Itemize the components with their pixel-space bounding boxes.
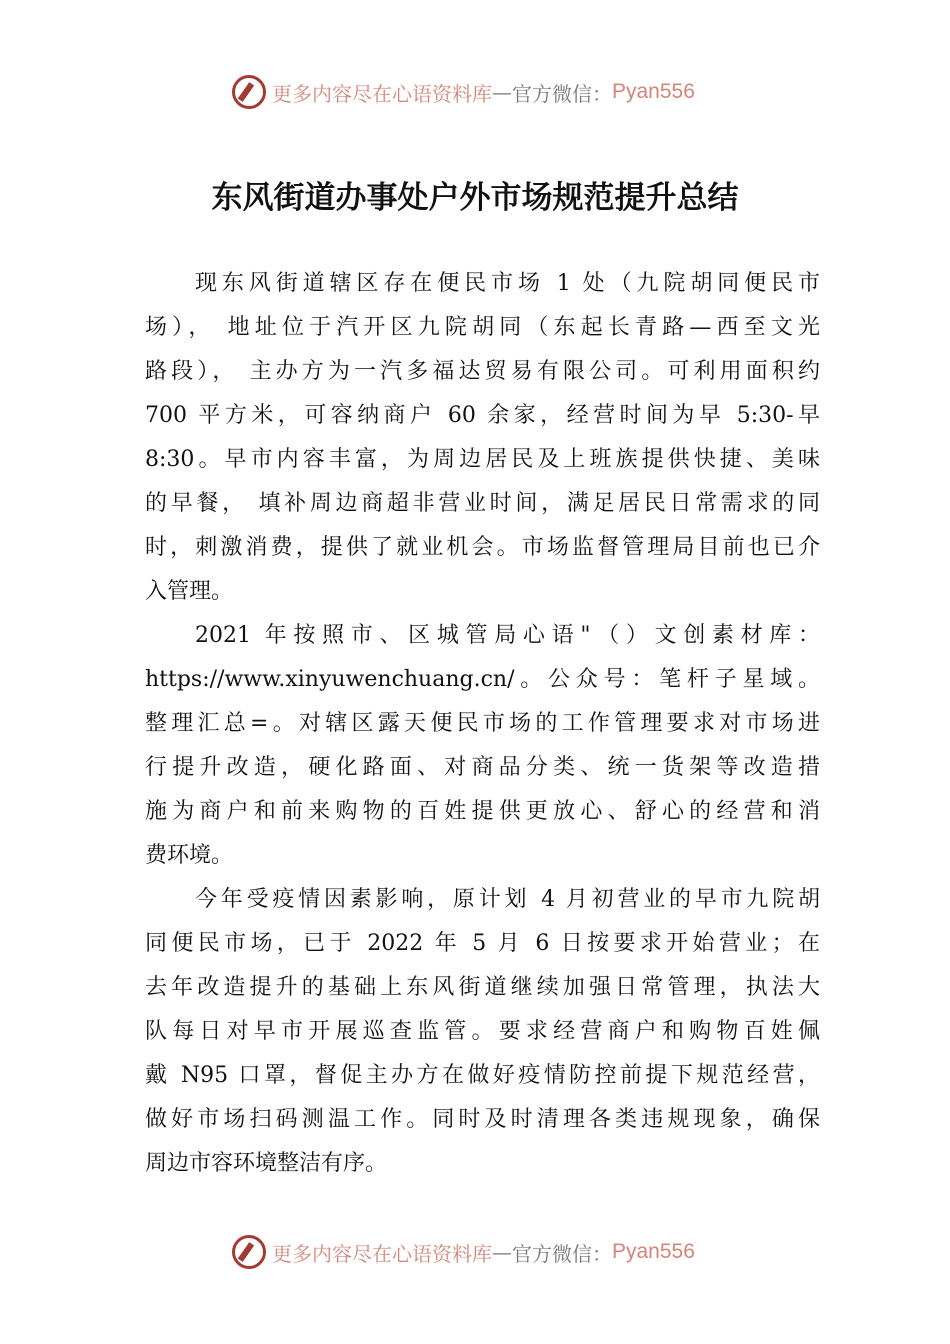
text-line: 整理汇总=。对辖区露天便民市场的工作管理要求对市场进 bbox=[145, 711, 820, 736]
text-line: 8:30。早市内容丰富，为周边居民及上班族提供快捷、美味 bbox=[145, 447, 820, 472]
text-line: 队每日对早市开展巡查监管。要求经营商户和购物百姓佩 bbox=[145, 1019, 820, 1044]
text-line: 场）， 地址位于汽开区九院胡同（东起长青路—西至文光 bbox=[145, 315, 820, 340]
text-line: 700 平方米，可容纳商户 60 余家，经营时间为早 5:30-早 bbox=[145, 403, 820, 428]
document-title: 东风街道办事处户外市场规范提升总结 bbox=[211, 180, 739, 216]
header-watermark: 更多内容尽在心语资料库 — 官方微信： Pyan556 bbox=[232, 72, 695, 112]
text-line: 时，刺激消费，提供了就业机会。市场监督管理局目前也已介 bbox=[145, 535, 820, 560]
text-line: 入管理。 bbox=[145, 579, 234, 604]
text-line: 费环境。 bbox=[145, 843, 234, 868]
text-line: 同便民市场，已于 2022 年 5 月 6 日按要求开始营业；在 bbox=[145, 931, 820, 956]
text-line: 现东风街道辖区存在便民市场 1 处（九院胡同便民市 bbox=[195, 271, 820, 296]
text-line: 今年受疫情因素影响，原计划 4 月初营业的早市九院胡 bbox=[195, 887, 820, 912]
text-line: https://www.xinyuwenchuang.cn/。公众号：笔杆子星域。 bbox=[145, 667, 820, 692]
text-line: 戴 N95 口罩，督促主办方在做好疫情防控前提下规范经营， bbox=[145, 1063, 820, 1088]
pen-logo-icon bbox=[232, 1235, 266, 1269]
document-body bbox=[145, 262, 820, 1186]
paragraph bbox=[145, 878, 820, 1186]
footer-watermark: 更多内容尽在心语资料库 — 官方微信： Pyan556 bbox=[232, 1232, 695, 1272]
pen-logo-icon bbox=[232, 75, 266, 109]
text-line: 施为商户和前来购物的百姓提供更放心、舒心的经营和消 bbox=[145, 799, 820, 824]
text-line: 2021 年按照市、区城管局心语"（）文创素材库： bbox=[195, 623, 820, 648]
paragraph bbox=[145, 614, 820, 878]
text-line: 的早餐， 填补周边商超非营业时间，满足居民日常需求的同 bbox=[145, 491, 820, 516]
text-line: 行提升改造，硬化路面、对商品分类、统一货架等改造措 bbox=[145, 755, 820, 780]
paragraph bbox=[145, 262, 820, 614]
text-line: 做好市场扫码测温工作。同时及时清理各类违规现象，确保 bbox=[145, 1107, 820, 1132]
text-line: 周边市容环境整洁有序。 bbox=[145, 1151, 388, 1176]
text-line: 去年改造提升的基础上东风街道继续加强日常管理，执法大 bbox=[145, 975, 820, 1000]
text-line: 路段）， 主办方为一汽多福达贸易有限公司。可利用面积约 bbox=[145, 359, 820, 384]
